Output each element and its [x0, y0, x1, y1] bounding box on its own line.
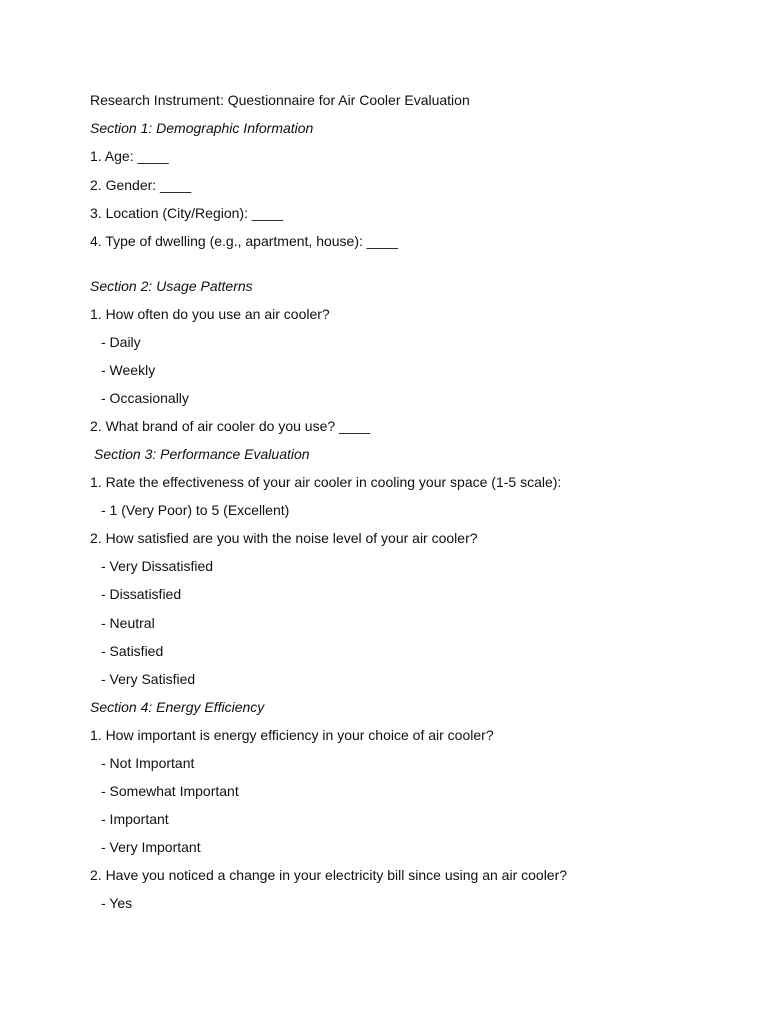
- option-item: - Weekly: [101, 362, 156, 378]
- section-2-heading: Section 2: Usage Patterns: [90, 278, 253, 294]
- option-item: - Satisfied: [101, 643, 164, 659]
- option-item: - Dissatisfied: [101, 586, 182, 602]
- option-item: - Very Satisfied: [101, 671, 196, 687]
- section-1-heading: Section 1: Demographic Information: [90, 120, 314, 136]
- question-location: 3. Location (City/Region): ____: [90, 205, 283, 221]
- option-item: - Somewhat Important: [101, 783, 239, 799]
- option-item: - Not Important: [101, 755, 195, 771]
- option-item: - Very Important: [101, 839, 201, 855]
- question-electricity-bill: 2. Have you noticed a change in your electricity bill since using an air cooler?: [90, 867, 568, 883]
- question-energy-importance: 1. How important is energy efficiency in your choice of air cooler?: [90, 727, 494, 743]
- document-title: Research Instrument: Questionnaire for Air Cooler Evaluation: [90, 92, 470, 108]
- section-3-heading: Section 3: Performance Evaluation: [94, 446, 310, 462]
- option-item: - 1 (Very Poor) to 5 (Excellent): [101, 502, 290, 518]
- question-gender: 2. Gender: ____: [90, 177, 192, 193]
- option-item: - Important: [101, 811, 169, 827]
- question-dwelling: 4. Type of dwelling (e.g., apartment, house): ____: [90, 233, 398, 249]
- option-item: - Occasionally: [101, 390, 189, 406]
- option-item: - Daily: [101, 334, 141, 350]
- question-usage-frequency: 1. How often do you use an air cooler?: [90, 306, 330, 322]
- option-item: - Neutral: [101, 615, 155, 631]
- question-brand: 2. What brand of air cooler do you use? ____: [90, 418, 371, 434]
- option-item: - Very Dissatisfied: [101, 558, 214, 574]
- section-4-heading: Section 4: Energy Efficiency: [90, 699, 265, 715]
- question-noise-satisfaction: 2. How satisfied are you with the noise level of your air cooler?: [90, 530, 478, 546]
- option-item: - Yes: [101, 895, 133, 911]
- question-age: 1. Age: ____: [90, 148, 169, 164]
- question-effectiveness: 1. Rate the effectiveness of your air cooler in cooling your space (1-5 scale):: [90, 474, 562, 490]
